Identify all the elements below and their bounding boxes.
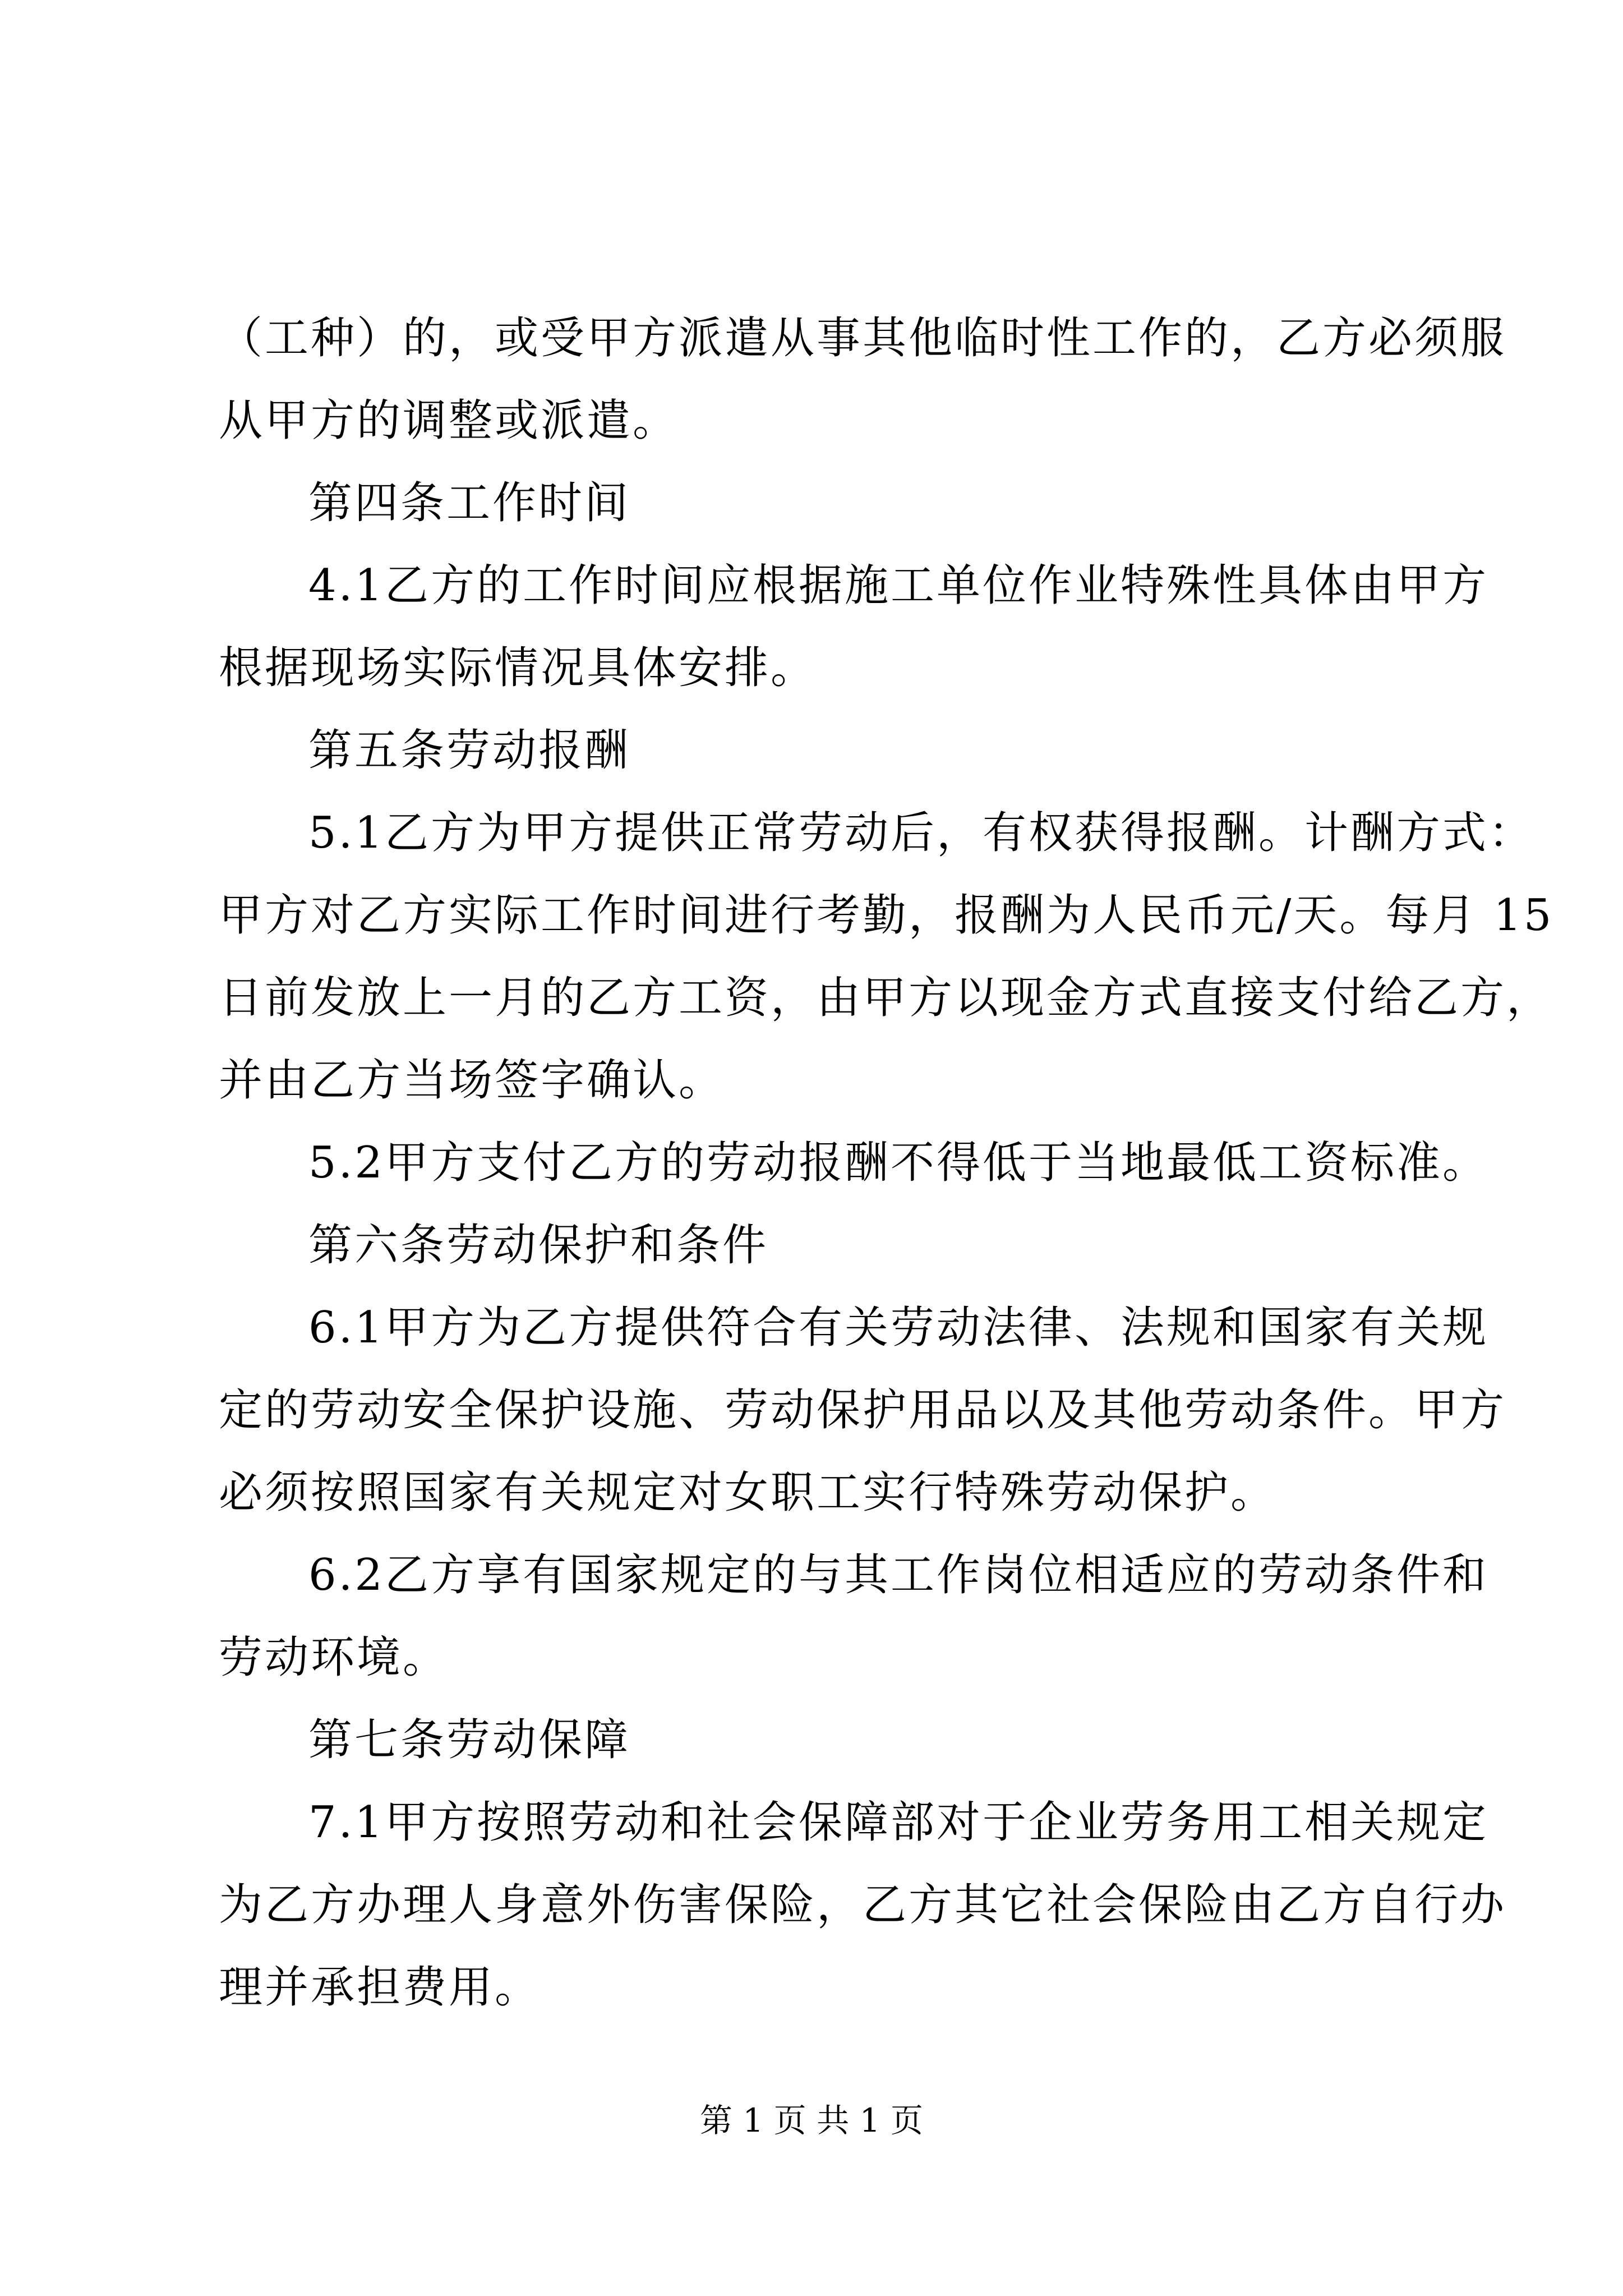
text-line: 5.2甲方支付乙方的劳动报酬不得低于当地最低工资标准。 xyxy=(308,1138,1489,1188)
document-body xyxy=(219,297,1554,2029)
text-line: 6.1甲方为乙方提供符合有关劳动法律、法规和国家有关规 xyxy=(308,1303,1489,1353)
text-line: 7.1甲方按照劳动和社会保障部对于企业劳务用工相关规定 xyxy=(308,1797,1489,1848)
text-line: 定的劳动安全保护设施、劳动保护用品以及其他劳动条件。甲方 xyxy=(219,1385,1507,1435)
text-line: 为乙方办理人身意外伤害保险，乙方其它社会保险由乙方自行办 xyxy=(219,1880,1507,1930)
text-line: 从甲方的调整或派遣。 xyxy=(219,395,679,446)
section-heading: 第七条劳动保障 xyxy=(308,1715,631,1765)
text-line: 5.1乙方为甲方提供正常劳动后，有权获得报酬。计酬方式： xyxy=(308,808,1535,858)
text-line: 日前发放上一月的乙方工资，由甲方以现金方式直接支付给乙方， xyxy=(219,973,1553,1023)
section-heading: 第四条工作时间 xyxy=(308,478,631,528)
text-line: 并由乙方当场签字确认。 xyxy=(219,1055,725,1106)
text-line: 4.1乙方的工作时间应根据施工单位作业特殊性具体由甲方 xyxy=(308,560,1489,611)
text-line: 理并承担费用。 xyxy=(219,1962,541,2013)
text-line: 6.2乙方享有国家规定的与其工作岗位相适应的劳动条件和 xyxy=(308,1550,1489,1600)
text-line: 必须按照国家有关规定对女职工实行特殊劳动保护。 xyxy=(219,1467,1277,1518)
text-line: （工种）的，或受甲方派遣从事其他临时性工作的，乙方必须服 xyxy=(219,313,1507,364)
text-line: 劳动环境。 xyxy=(219,1632,449,1683)
section-heading: 第六条劳动保护和条件 xyxy=(308,1220,769,1271)
section-heading: 第五条劳动报酬 xyxy=(308,725,631,776)
text-line: 根据现场实际情况具体安排。 xyxy=(219,643,817,693)
text-line: 甲方对乙方实际工作时间进行考勤，报酬为人民币元/天。每月 15 xyxy=(219,890,1554,941)
page-footer: 第 1 页 共 1 页 xyxy=(700,2101,923,2139)
